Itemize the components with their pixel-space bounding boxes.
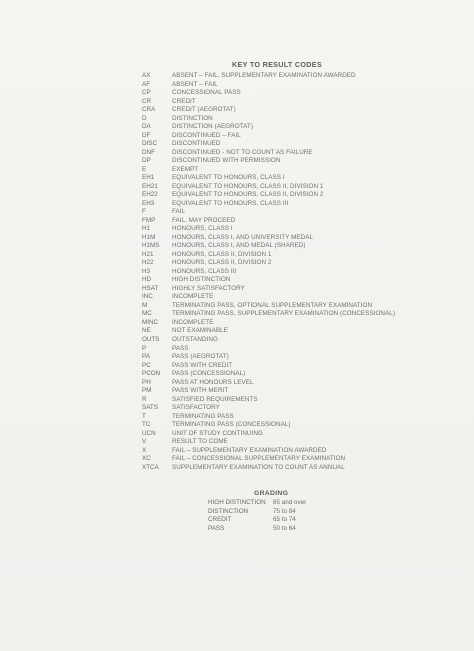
result-meaning: CREDIT — [172, 97, 196, 105]
result-meaning: CONCESSIONAL PASS — [172, 89, 241, 97]
result-meaning: HIGH DISTINCTION — [172, 276, 231, 284]
result-meaning: FAIL — [172, 208, 186, 216]
result-meaning: HIGHLY SATISFACTORY — [172, 284, 245, 292]
result-meaning: HONOURS, CLASS I, AND UNIVERSITY MEDAL — [172, 233, 314, 241]
result-meaning: HONOURS, CLASS II, DIVISION 1 — [172, 250, 272, 258]
result-code: HSAT — [142, 284, 159, 292]
result-meaning: HONOURS, CLASS III — [172, 267, 237, 275]
code-row — [142, 191, 402, 200]
result-code: H22 — [142, 259, 154, 267]
result-code: UCN — [142, 429, 156, 437]
result-meaning: PASS (AEGROTAT) — [172, 353, 229, 361]
code-row — [142, 430, 402, 439]
result-meaning: TERMINATING PASS, OPTIONAL SUPPLEMENTARY EXAMINATION — [172, 301, 373, 309]
code-row — [142, 285, 402, 294]
code-row — [142, 319, 402, 328]
result-meaning: TERMINATING PASS, SUPPLEMENTARY EXAMINATION (CONCESSIONAL) — [172, 310, 395, 318]
code-row — [142, 242, 402, 251]
result-code: SATS — [142, 404, 158, 412]
result-meaning: INCOMPLETE — [172, 318, 214, 326]
grade-row — [208, 508, 306, 517]
result-meaning: DISCONTINUED — [172, 140, 221, 148]
grade-range: 85 and over — [273, 499, 307, 506]
result-meaning: EXEMPT — [172, 165, 199, 173]
code-row — [142, 379, 402, 388]
result-meaning: SUPPLEMENTARY EXAMINATION TO COUNT AS ANNUAL — [172, 463, 345, 471]
grade-range: 65 to 74 — [273, 516, 296, 524]
result-code: R — [142, 395, 147, 403]
result-meaning: PASS WITH MERIT — [172, 387, 229, 395]
grading-table — [208, 499, 306, 533]
code-row — [142, 149, 402, 158]
result-meaning: DISCONTINUED - NOT TO COUNT AS FAILURE — [172, 148, 313, 156]
code-row — [142, 225, 402, 234]
result-meaning: PASS WITH CREDIT — [172, 361, 233, 369]
code-row — [142, 140, 402, 149]
code-row — [142, 293, 402, 302]
result-meaning: DISTINCTION — [172, 114, 213, 122]
result-code: H1MS — [142, 242, 160, 250]
code-row — [142, 234, 402, 243]
grade-name: PASS — [208, 524, 225, 532]
result-meaning: ABSENT – FAIL — [172, 80, 218, 88]
result-code: T — [142, 412, 146, 420]
code-row — [142, 345, 402, 354]
result-meaning: SATISFIED REQUIREMENTS — [172, 395, 258, 403]
code-row — [142, 464, 402, 473]
result-meaning: DISCONTINUED WITH PERMISSION — [172, 157, 281, 165]
result-code: CR — [142, 97, 152, 105]
result-code: DF — [142, 131, 151, 139]
code-row — [142, 200, 402, 209]
result-code: V — [142, 438, 147, 446]
result-code: EH21 — [142, 182, 158, 190]
result-meaning: NOT EXAMINABLE — [172, 327, 228, 335]
result-code: EH1 — [142, 174, 155, 182]
result-code: MC — [142, 310, 152, 318]
code-row — [142, 302, 402, 311]
code-row — [142, 276, 402, 285]
result-code: EH22 — [142, 191, 158, 199]
result-code: H21 — [142, 250, 154, 258]
result-code: E — [142, 165, 147, 173]
code-row — [142, 310, 402, 319]
result-meaning: RESULT TO COME — [172, 438, 228, 446]
result-meaning: HONOURS, CLASS II, DIVISION 2 — [172, 259, 272, 267]
code-row — [142, 455, 402, 464]
code-row — [142, 327, 402, 336]
result-meaning: INCOMPLETE — [172, 293, 214, 301]
result-code: H1 — [142, 225, 151, 233]
result-code: TC — [142, 421, 151, 429]
code-row — [142, 106, 402, 115]
page-title: KEY TO RESULT CODES — [232, 60, 322, 69]
result-meaning: EQUIVALENT TO HONOURS, CLASS II, DIVISION 1 — [172, 182, 324, 190]
result-code: MINC — [142, 318, 159, 326]
result-codes-list — [142, 72, 402, 472]
code-row — [142, 336, 402, 345]
code-row — [142, 370, 402, 379]
result-code: HD — [142, 276, 152, 284]
result-meaning: OUTSTANDING — [172, 335, 218, 343]
code-row — [142, 362, 402, 371]
result-code: H3 — [142, 267, 151, 275]
code-row — [142, 81, 402, 90]
result-meaning: EQUIVALENT TO HONOURS, CLASS I — [172, 174, 285, 182]
result-meaning: PASS AT HONOURS LEVEL — [172, 378, 254, 386]
code-row — [142, 183, 402, 192]
result-code: X — [142, 446, 147, 454]
result-code: INC — [142, 293, 153, 301]
result-code: XC — [142, 455, 151, 463]
code-row — [142, 115, 402, 124]
code-row — [142, 174, 402, 183]
code-row — [142, 72, 402, 81]
result-code: M — [142, 301, 148, 309]
result-meaning: ABSENT – FAIL, SUPPLEMENTARY EXAMINATION AWARDED — [172, 72, 356, 79]
grade-row — [208, 516, 306, 525]
result-code: XTCA — [142, 463, 159, 471]
result-code: DP — [142, 157, 151, 165]
code-row — [142, 268, 402, 277]
code-row — [142, 217, 402, 226]
code-row — [142, 89, 402, 98]
grade-row — [208, 499, 306, 508]
result-meaning: TERMINATING PASS (CONCESSIONAL) — [172, 421, 291, 429]
code-row — [142, 413, 402, 422]
result-code: CRA — [142, 106, 156, 114]
grade-row — [208, 525, 306, 534]
result-meaning: CREDIT (AEGROTAT) — [172, 106, 236, 114]
result-code: H1M — [142, 233, 156, 241]
result-meaning: DISCONTINUED – FAIL — [172, 131, 241, 139]
result-code: PCON — [142, 370, 161, 378]
result-meaning: EQUIVALENT TO HONOURS, CLASS II, DIVISION 2 — [172, 191, 324, 199]
code-row — [142, 259, 402, 268]
result-meaning: HONOURS, CLASS I — [172, 225, 233, 233]
result-meaning: HONOURS, CLASS I, AND MEDAL (SHARED) — [172, 242, 306, 250]
result-meaning: PASS — [172, 344, 189, 352]
result-code: F — [142, 208, 146, 216]
code-row — [142, 438, 402, 447]
code-row — [142, 251, 402, 260]
result-code: CP — [142, 89, 151, 97]
result-meaning: TERMINATING PASS — [172, 412, 234, 420]
grade-name: CREDIT — [208, 516, 232, 524]
grade-range: 75 to 84 — [273, 507, 296, 515]
result-meaning: FAIL – SUPPLEMENTARY EXAMINATION AWARDED — [172, 446, 327, 454]
result-code: PM — [142, 387, 152, 395]
grade-name: DISTINCTION — [208, 507, 249, 515]
code-row — [142, 208, 402, 217]
result-meaning: FAIL – CONCESSIONAL SUPPLEMENTARY EXAMINATION — [172, 455, 346, 463]
result-meaning: UNIT OF STUDY CONTINUING — [172, 429, 263, 437]
result-code: NE — [142, 327, 151, 335]
code-row — [142, 396, 402, 405]
result-meaning: EQUIVALENT TO HONOURS, CLASS III — [172, 199, 289, 207]
code-row — [142, 98, 402, 107]
grade-range: 50 to 64 — [273, 524, 296, 532]
code-row — [142, 353, 402, 362]
result-code: AF — [142, 80, 151, 88]
result-code: AX — [142, 72, 151, 79]
result-code: DISC — [142, 140, 158, 148]
result-code: PH — [142, 378, 151, 386]
result-code: OUTS — [142, 335, 160, 343]
result-code: FMP — [142, 216, 156, 224]
code-row — [142, 157, 402, 166]
result-code: P — [142, 344, 147, 352]
code-row — [142, 447, 402, 456]
code-row — [142, 387, 402, 396]
result-code: DNF — [142, 148, 155, 156]
result-code: D — [142, 114, 147, 122]
result-meaning: SATISFACTORY — [172, 404, 220, 412]
code-row — [142, 123, 402, 132]
code-row — [142, 166, 402, 175]
result-code: PA — [142, 353, 150, 361]
grade-name: HIGH DISTINCTION — [208, 499, 266, 506]
result-code: EH3 — [142, 199, 155, 207]
result-code: DA — [142, 123, 151, 131]
grading-title: GRADING — [254, 490, 289, 497]
result-meaning: FAIL, MAY PROCEED — [172, 216, 236, 224]
result-meaning: DISTINCTION (AEGROTAT) — [172, 123, 253, 131]
code-row — [142, 421, 402, 430]
code-row — [142, 132, 402, 141]
result-code: PC — [142, 361, 151, 369]
code-row — [142, 404, 402, 413]
result-meaning: PASS (CONCESSIONAL) — [172, 370, 246, 378]
